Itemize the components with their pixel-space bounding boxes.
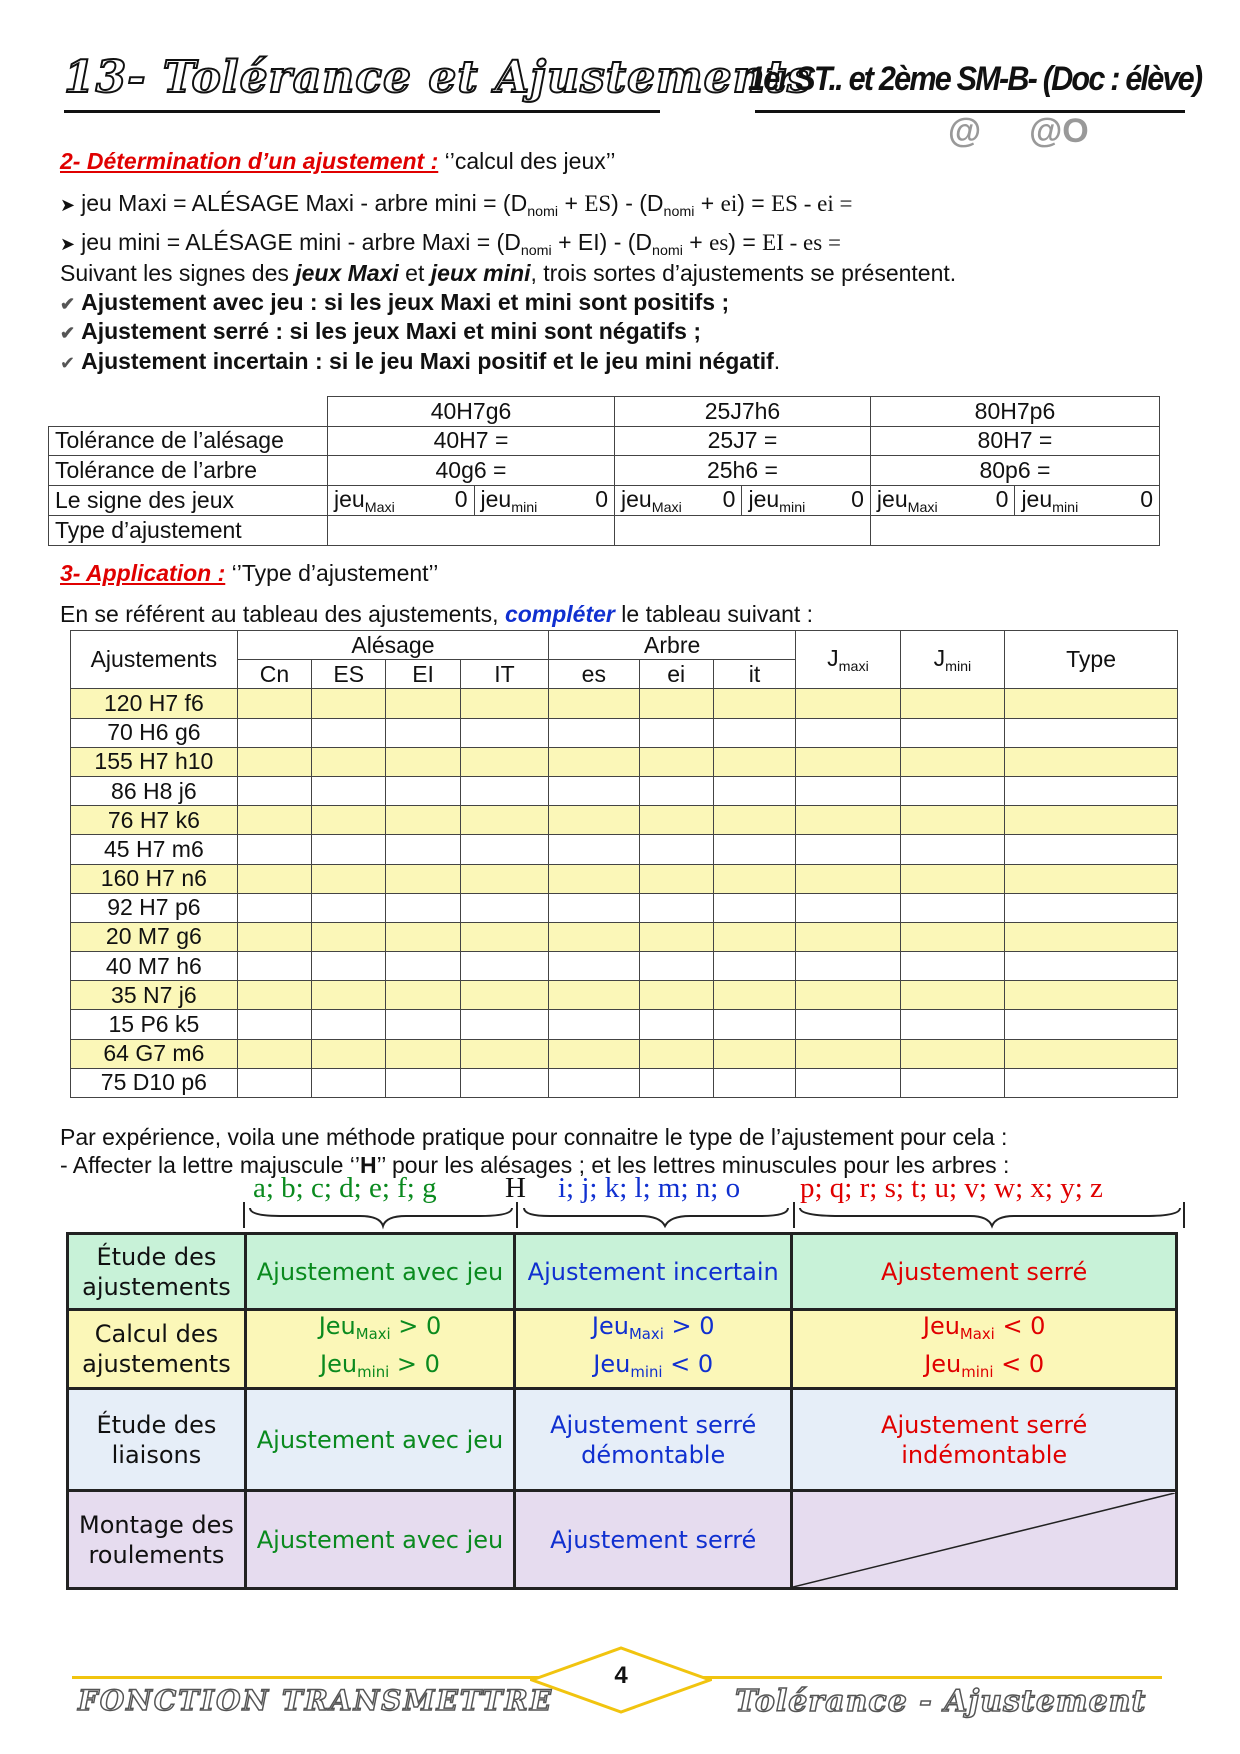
table-row bbox=[71, 689, 1178, 718]
answer-cell[interactable] bbox=[713, 864, 795, 893]
answer-cell[interactable] bbox=[1005, 864, 1178, 893]
answer-cell[interactable] bbox=[639, 718, 713, 747]
answer-cell[interactable] bbox=[900, 1010, 1004, 1039]
col-80H7p6: 80H7p6 bbox=[870, 397, 1159, 427]
method-line-2: - Affecter la lettre majuscule ‘’H’’ pour les alésages ; et les lettres minuscules pour les arbres : bbox=[60, 1152, 1010, 1178]
answer-cell[interactable] bbox=[796, 776, 900, 805]
answer-cell[interactable] bbox=[460, 952, 548, 981]
document-title: 13- Tolérance et Ajustements bbox=[64, 52, 813, 103]
intro-text: Suivant les signes des jeux Maxi et jeux mini, trois sortes d’ajustements se présentent. bbox=[60, 260, 957, 286]
fit-summary-table bbox=[66, 1232, 1178, 1590]
table-row bbox=[71, 952, 1178, 981]
answer-cell[interactable] bbox=[549, 747, 639, 776]
sign-row: Le signe des jeux jeu$_{Maxi}$ 0 jeu$_{mini}$ 0 jeu$_{Maxi}$ 0 jeu$_{mini}$ 0 jeu$_{Maxi}$ 0 jeu$_{mini}$ 0 bbox=[49, 485, 1160, 516]
answer-cell[interactable] bbox=[237, 864, 311, 893]
fit-designation: 86 H8 j6 bbox=[71, 776, 238, 805]
answer-cell[interactable] bbox=[312, 893, 386, 922]
fit-designation: 92 H7 p6 bbox=[71, 893, 238, 922]
answer-cell[interactable] bbox=[549, 689, 639, 718]
title-underline bbox=[64, 110, 660, 113]
answer-cell[interactable] bbox=[237, 689, 311, 718]
answer-cell[interactable] bbox=[1005, 1039, 1178, 1068]
page-number: 4 bbox=[614, 1662, 628, 1689]
answer-cell[interactable] bbox=[1005, 776, 1178, 805]
section3-subtitle: ‘’Type d’ajustement’’ bbox=[231, 560, 439, 586]
header-icons bbox=[948, 112, 1137, 151]
fit-designation: 120 H7 f6 bbox=[71, 689, 238, 718]
answer-cell[interactable] bbox=[713, 1010, 795, 1039]
fit-designation: 20 M7 g6 bbox=[71, 922, 238, 951]
answer-cell[interactable] bbox=[386, 806, 460, 835]
letters-shaft-transition: i; j; k; l; m; n; o bbox=[558, 1172, 741, 1204]
answer-cell[interactable] bbox=[713, 689, 795, 718]
header-type: Type bbox=[1005, 631, 1178, 689]
answer-cell[interactable] bbox=[312, 952, 386, 981]
fit-designation: 45 H7 m6 bbox=[71, 835, 238, 864]
answer-cell[interactable] bbox=[1005, 835, 1178, 864]
answer-cell[interactable] bbox=[1005, 922, 1178, 951]
answer-cell[interactable] bbox=[900, 952, 1004, 981]
answer-cell[interactable] bbox=[549, 864, 639, 893]
answer-cell[interactable] bbox=[386, 893, 460, 922]
row-etude-ajustements: Étude des ajustements Ajustement avec jeu Ajustement incertain Ajustement serré bbox=[68, 1234, 1177, 1310]
answer-cell[interactable] bbox=[713, 806, 795, 835]
row-calcul-ajustements: Calcul des ajustements Jeu$_{Maxi}$ > 0 Jeu$_{mini}$ > 0 Jeu$_{Maxi}$ > 0 Jeu$_{mini}$ < 0 Jeu$_{Maxi}$ < 0 Jeu$_{mini}$ < 0 bbox=[68, 1310, 1177, 1389]
answer-cell[interactable] bbox=[312, 1039, 386, 1068]
answer-cell[interactable] bbox=[549, 981, 639, 1010]
answer-cell[interactable] bbox=[1005, 952, 1178, 981]
answer-cell[interactable] bbox=[639, 776, 713, 805]
answer-cell[interactable] bbox=[639, 835, 713, 864]
answer-cell[interactable] bbox=[460, 981, 548, 1010]
answer-cell[interactable] bbox=[1005, 747, 1178, 776]
answer-cell[interactable] bbox=[796, 952, 900, 981]
answer-cell[interactable] bbox=[312, 747, 386, 776]
fit-designation: 76 H7 k6 bbox=[71, 806, 238, 835]
answer-cell[interactable] bbox=[796, 981, 900, 1010]
answer-cell[interactable] bbox=[1005, 1010, 1178, 1039]
answer-cell[interactable] bbox=[237, 922, 311, 951]
answer-cell[interactable] bbox=[386, 1039, 460, 1068]
answer-cell[interactable] bbox=[713, 952, 795, 981]
answer-cell[interactable] bbox=[460, 1039, 548, 1068]
answer-cell[interactable] bbox=[713, 718, 795, 747]
section3-heading-line bbox=[60, 560, 438, 587]
answer-cell[interactable] bbox=[900, 922, 1004, 951]
letters-shaft-interference: p; q; r; s; t; u; v; w; x; y; z bbox=[800, 1172, 1103, 1204]
header-jmini: $J_{mini}$ bbox=[900, 631, 1004, 689]
col-25J7h6: 25J7h6 bbox=[615, 397, 871, 427]
answer-cell[interactable] bbox=[900, 747, 1004, 776]
table-row bbox=[71, 718, 1178, 747]
answer-cell[interactable] bbox=[796, 718, 900, 747]
answer-cell[interactable] bbox=[386, 718, 460, 747]
answer-cell[interactable] bbox=[900, 806, 1004, 835]
section2-heading: 2- Détermination d’un ajustement : bbox=[60, 148, 439, 174]
fit-designation: 40 M7 h6 bbox=[71, 952, 238, 981]
answer-cell[interactable] bbox=[237, 893, 311, 922]
diagonal-strike bbox=[793, 1493, 1175, 1587]
section3-instruction: En se référent au tableau des ajustements, compléter le tableau suivant : bbox=[60, 601, 814, 627]
table-row bbox=[71, 1039, 1178, 1068]
answer-cell[interactable] bbox=[639, 952, 713, 981]
answer-cell[interactable] bbox=[713, 922, 795, 951]
answer-cell[interactable] bbox=[639, 864, 713, 893]
answer-cell[interactable] bbox=[386, 922, 460, 951]
footer-right: Tolérance - Ajustement bbox=[735, 1684, 1147, 1719]
answer-cell[interactable] bbox=[386, 689, 460, 718]
row-etude-liaisons: Étude des liaisons Ajustement avec jeu Ajustement serré démontable Ajustement serré indémontable bbox=[68, 1389, 1177, 1491]
answer-cell[interactable] bbox=[900, 835, 1004, 864]
answer-cell[interactable] bbox=[386, 981, 460, 1010]
fit-designation: 64 G7 m6 bbox=[71, 1039, 238, 1068]
table-row bbox=[71, 1010, 1178, 1039]
class-label: 1er ST.. et 2ème SM-B- (Doc : élève) bbox=[748, 60, 1202, 98]
row-label: Tolérance de l’alésage bbox=[49, 426, 328, 456]
answer-cell[interactable] bbox=[460, 747, 548, 776]
answer-cell[interactable] bbox=[713, 747, 795, 776]
answer-cell[interactable] bbox=[312, 835, 386, 864]
answer-cell[interactable] bbox=[900, 981, 1004, 1010]
jeu-maxi-formula: ➤ jeu Maxi = ALÉSAGE Maxi - arbre $\min i = (D_{nomi} + ES) - (D_{nomi} + ei)$ = ES - ei = bbox=[60, 190, 853, 220]
row-montage-roulements: Montage des roulements Ajustement avec jeu Ajustement serré bbox=[68, 1491, 1177, 1589]
check-icon: ✔ bbox=[60, 323, 76, 343]
answer-cell[interactable] bbox=[312, 718, 386, 747]
col-40H7g6: 40H7g6 bbox=[328, 397, 615, 427]
section3-heading: 3- Application : bbox=[60, 560, 226, 586]
answer-cell[interactable] bbox=[237, 1039, 311, 1068]
answer-cell[interactable] bbox=[639, 1068, 713, 1097]
footer-left: FONCTION TRANSMETTRE bbox=[78, 1684, 554, 1717]
answer-cell[interactable] bbox=[460, 1010, 548, 1039]
answer-cell[interactable] bbox=[549, 835, 639, 864]
answer-cell[interactable] bbox=[639, 1010, 713, 1039]
answer-cell[interactable] bbox=[386, 1068, 460, 1097]
answer-cell[interactable] bbox=[639, 806, 713, 835]
rule-incertain: ✔ Ajustement incertain : si le jeu Maxi positif et le jeu mini négatif. bbox=[60, 348, 781, 374]
answer-cell[interactable] bbox=[639, 689, 713, 718]
fit-designation: 35 N7 j6 bbox=[71, 981, 238, 1010]
answer-cell[interactable] bbox=[549, 893, 639, 922]
section2-subtitle: ‘’calcul des jeux’’ bbox=[444, 148, 616, 174]
answer-cell[interactable] bbox=[237, 1068, 311, 1097]
answer-cell[interactable] bbox=[713, 1039, 795, 1068]
table-row bbox=[71, 806, 1178, 835]
answer-cell[interactable] bbox=[237, 806, 311, 835]
answer-cell[interactable] bbox=[1005, 718, 1178, 747]
answer-cell[interactable] bbox=[796, 893, 900, 922]
table-row bbox=[71, 893, 1178, 922]
answer-cell[interactable] bbox=[460, 718, 548, 747]
answer-cell[interactable] bbox=[386, 747, 460, 776]
answer-cell[interactable] bbox=[796, 1010, 900, 1039]
answer-cell[interactable] bbox=[639, 893, 713, 922]
answer-cell[interactable] bbox=[900, 718, 1004, 747]
method-line-1: Par expérience, voila une méthode pratique pour connaitre le type de l’ajustement pour cela : bbox=[60, 1124, 1008, 1150]
fit-designation: 15 P6 k5 bbox=[71, 1010, 238, 1039]
answer-cell[interactable] bbox=[549, 952, 639, 981]
header-jmaxi: $J_{maxi}$ bbox=[796, 631, 900, 689]
fit-designation: 155 H7 h10 bbox=[71, 747, 238, 776]
answer-cell[interactable] bbox=[460, 864, 548, 893]
answer-cell[interactable] bbox=[796, 689, 900, 718]
answer-cell[interactable] bbox=[237, 981, 311, 1010]
answer-cell[interactable] bbox=[639, 747, 713, 776]
rule-serre: ✔ Ajustement serré : si les jeux Maxi et mini sont négatifs ; bbox=[60, 318, 701, 344]
answer-cell[interactable] bbox=[713, 835, 795, 864]
fits-worksheet-table: Ajustements Alésage Arbre $J_{maxi}$ $J_{mini}$ Type Cn ES EI IT es ei it 120 H7 f6 70 H6 g6 155 H7 h10 86 H8 j6 76 H7 k6 45 H7 m6 160 H7 n6 92 H7 p6 20 M7 g6 40 M7 h6 35 N7 j6 15 P6 k5 64 G7 m6 75 D10 p6 bbox=[70, 630, 1178, 1098]
answer-cell[interactable] bbox=[549, 776, 639, 805]
answer-cell[interactable] bbox=[713, 893, 795, 922]
answer-cell[interactable] bbox=[796, 806, 900, 835]
crossed-out-cell bbox=[792, 1491, 1177, 1589]
letters-shaft-clearance: a; b; c; d; e; f; g bbox=[253, 1172, 437, 1204]
answer-cell[interactable] bbox=[1005, 981, 1178, 1010]
answer-cell[interactable] bbox=[312, 689, 386, 718]
answer-cell[interactable] bbox=[386, 1010, 460, 1039]
answer-cell[interactable] bbox=[460, 893, 548, 922]
answer-cell[interactable] bbox=[900, 1039, 1004, 1068]
answer-cell[interactable] bbox=[900, 1068, 1004, 1097]
answer-cell[interactable] bbox=[312, 1068, 386, 1097]
answer-cell[interactable] bbox=[1005, 806, 1178, 835]
answer-cell[interactable] bbox=[713, 1068, 795, 1097]
check-icon: ✔ bbox=[60, 294, 76, 314]
header-alesage: Alésage bbox=[237, 631, 548, 660]
answer-cell[interactable] bbox=[237, 747, 311, 776]
answer-cell[interactable] bbox=[713, 776, 795, 805]
answer-cell[interactable] bbox=[900, 893, 1004, 922]
answer-cell[interactable] bbox=[312, 1010, 386, 1039]
answer-cell[interactable] bbox=[312, 806, 386, 835]
answer-cell[interactable] bbox=[312, 776, 386, 805]
answer-cell[interactable] bbox=[460, 689, 548, 718]
answer-cell[interactable] bbox=[237, 718, 311, 747]
answer-cell[interactable] bbox=[237, 776, 311, 805]
answer-cell[interactable] bbox=[639, 922, 713, 951]
answer-cell[interactable] bbox=[549, 1039, 639, 1068]
answer-cell[interactable] bbox=[312, 922, 386, 951]
table-row bbox=[71, 981, 1178, 1010]
fit-sign-table: 40H7g6 25J7h6 80H7p6 Tolérance de l’alésage 40H7 = 25J7 = 80H7 = Tolérance de l’arbre 40g6 = 25h6 = 80p6 = Le signe des jeux jeu$_{Maxi}$ 0 jeu$_{mini}$ 0 jeu$_{Maxi}$ 0 jeu$_{mini}$ 0 jeu$_{Maxi}$ 0 jeu$_{mini}$ 0 Type d’ajustement bbox=[48, 396, 1160, 546]
answer-cell[interactable] bbox=[460, 835, 548, 864]
answer-cell[interactable] bbox=[900, 689, 1004, 718]
table-row bbox=[71, 1068, 1178, 1097]
answer-cell[interactable] bbox=[386, 952, 460, 981]
jeu-mini-formula: ➤ jeu mini = ALÉSAGE mini - arbre Maxi = $(D_{nomi} + EI) - (D_{nomi} + es)$ = EI - es = bbox=[60, 229, 841, 259]
answer-cell[interactable] bbox=[549, 718, 639, 747]
section2-heading-line bbox=[60, 148, 616, 175]
answer-cell[interactable] bbox=[1005, 1068, 1178, 1097]
answer-cell[interactable] bbox=[1005, 893, 1178, 922]
answer-cell[interactable] bbox=[460, 922, 548, 951]
braces bbox=[240, 1202, 1190, 1232]
answer-cell[interactable] bbox=[237, 1010, 311, 1039]
answer-cell[interactable] bbox=[386, 835, 460, 864]
answer-cell[interactable] bbox=[796, 1039, 900, 1068]
answer-cell[interactable] bbox=[796, 922, 900, 951]
at-o-icon: @O bbox=[1029, 112, 1089, 150]
answer-cell[interactable] bbox=[796, 835, 900, 864]
answer-cell[interactable] bbox=[900, 776, 1004, 805]
answer-cell[interactable] bbox=[713, 981, 795, 1010]
header-ajustements: Ajustements bbox=[71, 631, 238, 689]
at-icon: @ bbox=[948, 112, 982, 150]
row-label: Tolérance de l’arbre bbox=[49, 456, 328, 486]
answer-cell[interactable] bbox=[639, 1039, 713, 1068]
answer-cell[interactable] bbox=[460, 776, 548, 805]
table-row bbox=[71, 776, 1178, 805]
letter-H: H bbox=[505, 1172, 526, 1204]
answer-cell[interactable] bbox=[796, 747, 900, 776]
answer-cell[interactable] bbox=[1005, 689, 1178, 718]
table-row bbox=[71, 922, 1178, 951]
header-arbre: Arbre bbox=[549, 631, 796, 660]
answer-cell[interactable] bbox=[460, 806, 548, 835]
answer-cell[interactable] bbox=[549, 806, 639, 835]
check-icon: ✔ bbox=[60, 353, 76, 373]
answer-cell[interactable] bbox=[386, 864, 460, 893]
answer-cell[interactable] bbox=[549, 1068, 639, 1097]
table-row bbox=[71, 747, 1178, 776]
answer-cell[interactable] bbox=[386, 776, 460, 805]
answer-cell[interactable] bbox=[549, 922, 639, 951]
answer-cell[interactable] bbox=[900, 864, 1004, 893]
fit-designation: 70 H6 g6 bbox=[71, 718, 238, 747]
fit-designation: 160 H7 n6 bbox=[71, 864, 238, 893]
answer-cell[interactable] bbox=[312, 864, 386, 893]
answer-cell[interactable] bbox=[460, 1068, 548, 1097]
answer-cell[interactable] bbox=[639, 981, 713, 1010]
answer-cell[interactable] bbox=[796, 864, 900, 893]
answer-cell[interactable] bbox=[312, 981, 386, 1010]
table-row bbox=[71, 835, 1178, 864]
answer-cell[interactable] bbox=[237, 952, 311, 981]
answer-cell[interactable] bbox=[237, 835, 311, 864]
table-row bbox=[71, 864, 1178, 893]
answer-cell[interactable] bbox=[796, 1068, 900, 1097]
rule-jeu: ✔ Ajustement avec jeu : si les jeux Maxi et mini sont positifs ; bbox=[60, 289, 730, 315]
answer-cell[interactable] bbox=[549, 1010, 639, 1039]
fit-designation: 75 D10 p6 bbox=[71, 1068, 238, 1097]
